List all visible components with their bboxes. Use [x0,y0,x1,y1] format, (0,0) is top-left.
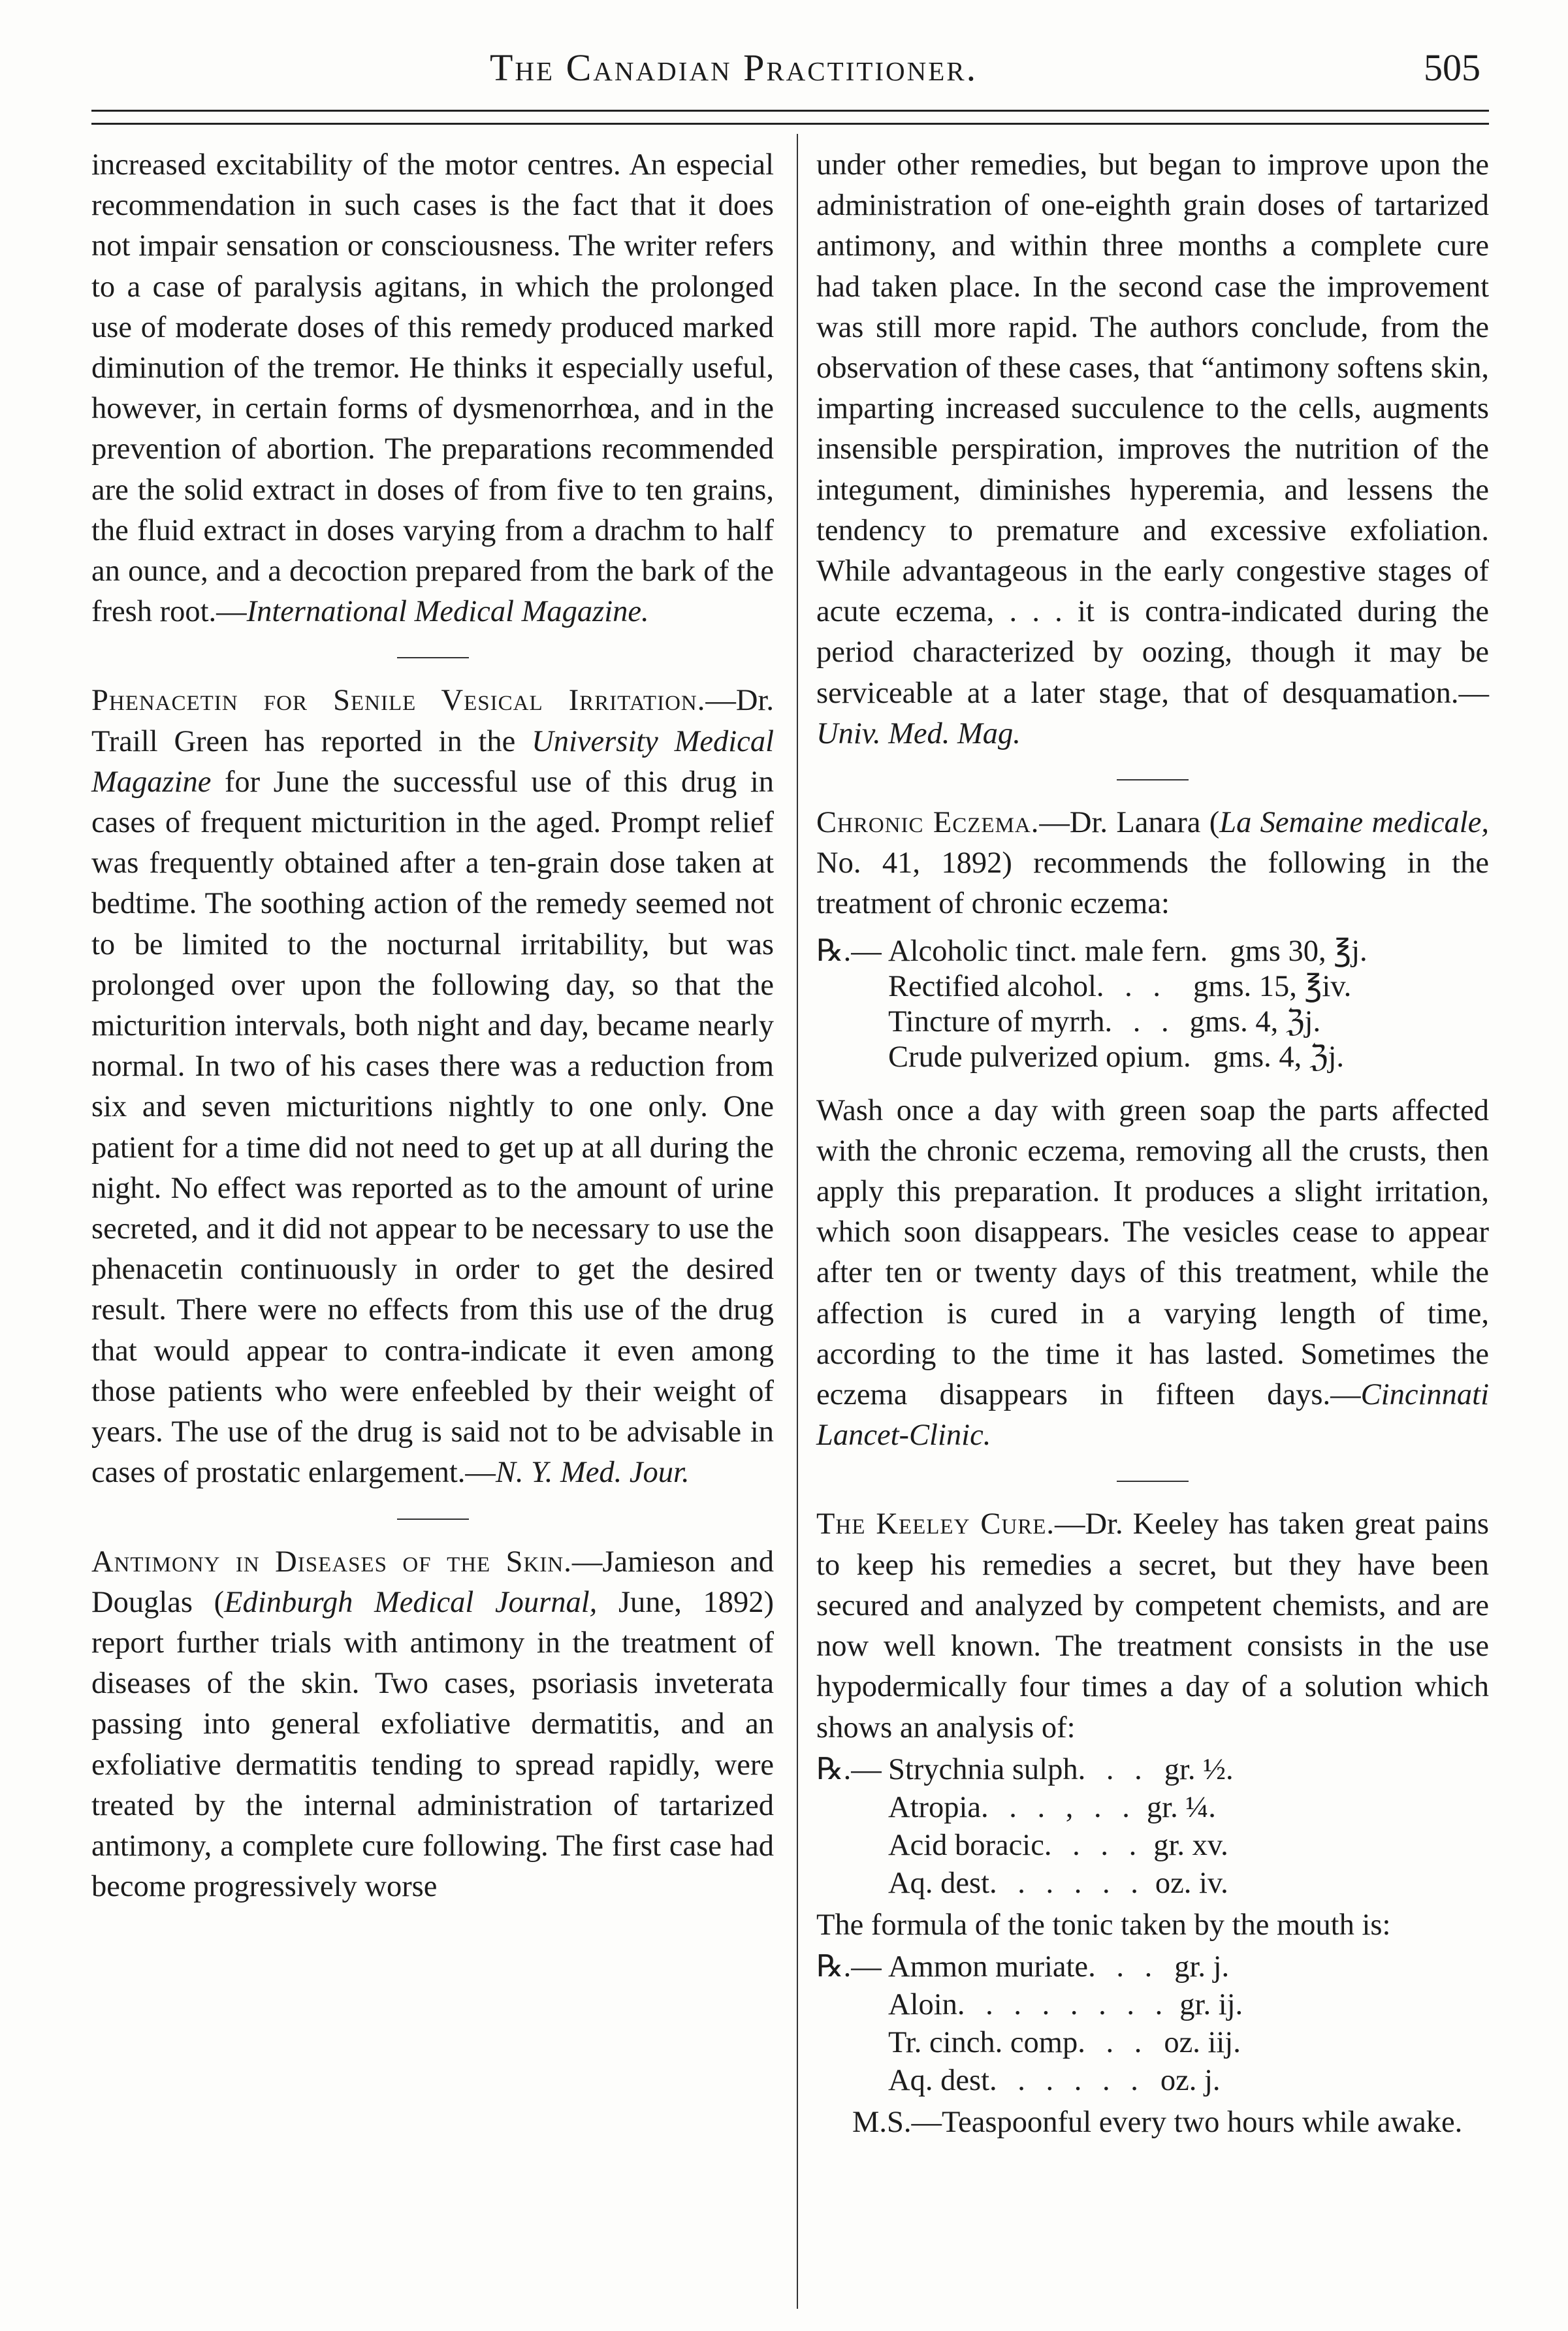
article-antimony [91,1542,774,1908]
rx-item: Acid boracic [888,1828,1044,1862]
rx-symbol: ℞.— [816,934,882,968]
rx-quantity: oz. iij. [1164,2025,1241,2059]
rx-symbol [816,1986,888,2024]
rx-dots: . [1183,1040,1198,1074]
prescription-row [816,2062,1489,2100]
prescription-row [816,2024,1489,2062]
article-phenacetin [91,681,774,1493]
rx-dots: . . . [1078,1752,1149,1786]
prescription-row [816,1865,1489,1903]
rx-item: Rectified alcohol [888,969,1096,1003]
prescription-row [816,1827,1489,1865]
rx-symbol: ℞.— [816,1950,882,1984]
rx-item: Aloin [888,1987,957,2021]
paragraph-text: No. 41, 1892) recommends the following in the treatment of chronic eczema: [816,846,1489,921]
paragraph [816,2102,1489,2143]
rx-quantity: gms. 4, ℨj. [1213,1040,1345,1074]
prescription-hypodermic [816,1751,1489,1903]
column-divider [797,134,798,2309]
rx-item: Aq. dest [888,2063,989,2097]
source-citation: N. Y. Med. Jour. [495,1456,690,1490]
running-title: The Canadian Practitioner. [490,46,978,89]
paragraph-text: increased excitability of the motor centres. An especial recommendation in such cases is the fact that it does not impair sensation or consciousness. The writer refers to a case of paralysis agitans, in which the prolonged use of moderate doses of this remedy produced marked diminution of the tremor. He thinks it especially useful, however, in certain forms of dysmenorrhœa, and in the prevention of abortion. The preparations recommended are the solid extract in doses of from five to ten grains, the fluid extract in doses varying from a drachm to half an ounce, and a decoction prepared from the bark of the fresh root.— [91,148,774,629]
source-citation: International Medical Magazine. [246,595,649,629]
article-title: Phenacetin for Senile Vesical Irritation. [91,684,706,718]
rx-quantity: oz. iv. [1155,1866,1228,1900]
rx-symbol [816,969,888,1005]
rx-item: Ammon muriate [888,1950,1089,1984]
page-number: 505 [1424,46,1480,89]
rx-symbol: ℞.— [816,1752,882,1786]
prescription-row [816,1005,1489,1040]
rx-quantity: gr. ½. [1164,1752,1234,1786]
rx-dots: . . . . . . [989,2063,1145,2097]
journal-name: University Medical Magazine [91,724,774,799]
rx-dots: . . . , . . [981,1790,1136,1824]
rx-item: Alcoholic tinct. male fern [888,934,1200,968]
journal-name: La Semaine medicale, [1219,806,1489,840]
rx-item: Crude pulverized opium [888,1040,1183,1074]
rx-quantity: oz. j. [1160,2063,1221,2097]
rx-symbol [816,1040,888,1075]
rx-symbol [816,1827,888,1865]
prescription-row [816,1040,1489,1075]
paragraph [816,1905,1489,1946]
rx-symbol [816,1005,888,1040]
rx-symbol [816,2024,888,2062]
paragraph-text: —Dr. Keeley has taken great pains to keep his remedies a secret, but they have been secured and analyzed by competent chemists, and are now well known. The treatment consists in the use hypodermically four times a day of a solution which shows an analysis of: [816,1507,1490,1744]
rx-dots: . . . [1104,1005,1176,1038]
prescription-row [816,1948,1489,1986]
article-title: Antimony in Diseases of the Skin. [91,1545,572,1579]
rx-quantity: gr. ¼. [1146,1790,1216,1824]
rx-item: Atropia [888,1790,982,1824]
journal-name: Edinburgh Medical Journal, [224,1585,598,1619]
paragraph [816,1091,1489,1456]
paragraph-text: M.S.—Teaspoonful every two hours while awake. [852,2105,1463,2139]
section-separator [1117,779,1189,780]
rx-item: Tincture of myrrh [888,1005,1105,1038]
article-keeley-cure [816,1504,1489,1748]
article-title: The Keeley Cure. [816,1507,1055,1541]
paragraph-text: Wash once a day with green soap the parts affected with the chronic eczema, removing all the crusts, then apply this preparation. It produces a slight irritation, which soon disappears. The vesicles cease to appear after ten or twenty days of this treatment, while the affection is cured in a varying length of time, according to the time it has lasted. Sometimes the eczema disappears in fifteen days.— [816,1093,1489,1412]
article-chronic-eczema [816,803,1489,925]
paragraph-text: —Dr. Lanara ( [1039,806,1220,840]
rx-dots: . . . [1088,1950,1159,1984]
section-separator [397,657,469,658]
rx-dots: . . . . [1044,1828,1144,1862]
rx-quantity: gms. 15, ℥iv. [1193,969,1352,1003]
rx-dots: . . . [1096,969,1168,1003]
paragraph [816,145,1489,754]
section-separator [397,1519,469,1520]
article-title: Chronic Eczema. [816,806,1040,840]
rx-quantity: gr. ij. [1179,1987,1243,2021]
prescription-row [816,1751,1489,1789]
header-rule-bottom [91,123,1489,125]
paragraph-text: —Jamieson and Douglas ( [91,1545,774,1619]
rx-quantity: gms. 4, ℨj. [1189,1005,1321,1038]
prescription-row [816,1986,1489,2024]
rx-item: Aq. dest [888,1866,989,1900]
rx-dots: . . . [1078,2025,1149,2059]
section-separator [1117,1481,1189,1482]
rx-dots: . . . . . . . . [957,1987,1170,2021]
rx-item: Strychnia sulph [888,1752,1078,1786]
rx-dots: . [1200,934,1215,968]
rx-item: Tr. cinch. comp [888,2025,1078,2059]
prescription-tonic [816,1948,1489,2100]
source-citation: Cincinnati Lancet-Clinic. [816,1378,1489,1453]
left-column [91,145,774,1907]
prescription-eczema [816,934,1489,1075]
paragraph-text: The formula of the tonic taken by the mouth is: [816,1908,1391,1942]
paragraph [91,145,774,632]
rx-symbol [816,1865,888,1903]
paragraph-text: June, 1892) report further trials with antimony in the treatment of diseases of the skin. Two cases, psoriasis inveterata passing into general exfoliative dermatitis, and an exfoliative dermatitis tending to spread rapidly, were treated by the internal administration of tartarized antimony, a complete cure following. The first case had become progressively worse [91,1585,774,1904]
paragraph-text: for June the successful use of this drug in cases of frequent micturition in the aged. Prompt relief was frequently obtained after a ten-grain dose taken at bedtime. The soothing action of the remedy seemed not to be limited to the nocturnal irritability, but was prolonged over upon the following day, so that the micturition intervals, both night and day, became nearly normal. In two of his cases there was a reduction from six and seven micturitions nightly to one only. One patient for a time did not need to get up at all during the night. No effect was reported as to the amount of urine secreted, and it did not appear to be necessary to use the phenacetin continuously in order to get the desired result. There were no effects from this use of the drug that would appear to contra-indicate it even among those patients who were enfeebled by their weight of years. The use of the drug is said not to be advisable in cases of prostatic enlargement.— [91,765,774,1490]
rx-symbol [816,1789,888,1827]
paragraph-text: —Dr. Traill Green has reported in the [91,684,774,758]
prescription-row [816,1789,1489,1827]
rx-quantity: gms 30, ℥j. [1230,934,1368,968]
right-column [816,145,1489,2143]
rx-symbol [816,2062,888,2100]
rx-quantity: gr. j. [1174,1950,1230,1984]
source-citation: Univ. Med. Mag. [816,716,1021,750]
paragraph-text: under other remedies, but began to improve upon the administration of one-eighth grain doses of tartarized antimony, and within three months a complete cure had taken place. In the second case the improvement was still more rapid. The authors conclude, from the observation of these cases, that “antimony softens skin, imparting increased succulence to the cells, augments insensible perspiration, improves the nutrition of the integument, diminishes hyperemia, and lessens the tendency to premature and excessive exfoliation. While advantageous in the early congestive stages of acute eczema, . . . it is contra-indicated during the period characterized by oozing, though it may be serviceable at a later stage, that of desquamation.— [816,148,1489,710]
rx-dots: . . . . . . [989,1866,1145,1900]
prescription-row [816,969,1489,1005]
rx-quantity: gr. xv. [1153,1828,1228,1862]
header-rule-top [91,110,1489,112]
prescription-row [816,934,1489,969]
